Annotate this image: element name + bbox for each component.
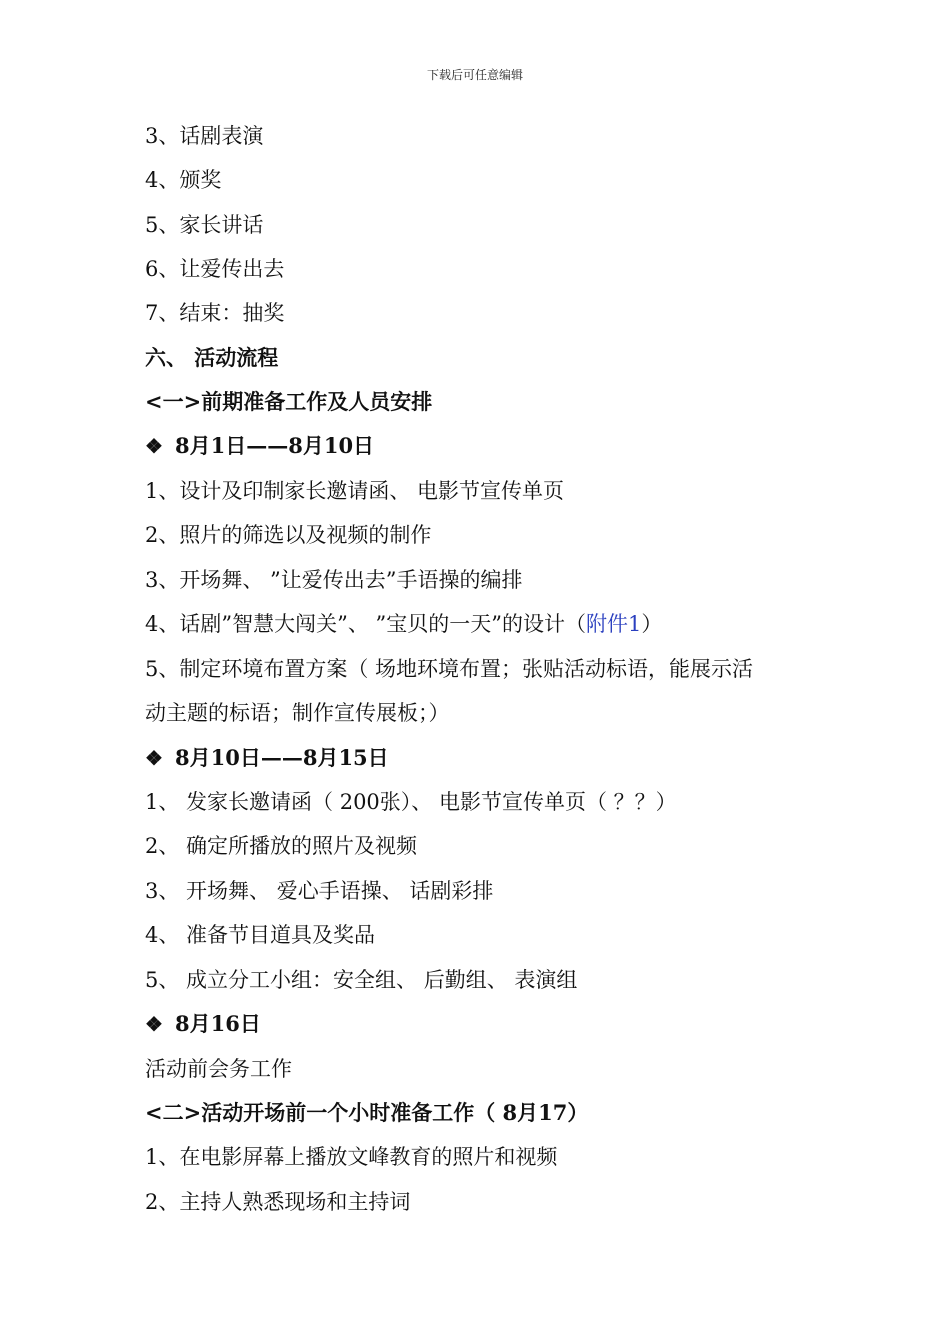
program-item-7: 7、结束：抽奖 <box>145 301 285 325</box>
diamond-bullet-icon: ❖ <box>145 1012 163 1036</box>
program-item-4: 4、颁奖 <box>145 168 222 192</box>
subsection-heading-2: <二>活动开场前一个小时准备工作（ 8月17） <box>145 1100 589 1125</box>
prep2-item-1: 1、 发家长邀请函（ 200张）、 电影节宣传单页（ ？？） <box>145 790 677 814</box>
prep-item-5: 5、制定环境布置方案（ 场地环境布置；张贴活动标语，能展示活 <box>145 657 754 681</box>
prep-item-5-cont: 动主题的标语；制作宣传展板；） <box>145 701 450 725</box>
diamond-bullet-icon: ❖ <box>145 746 163 770</box>
page-header: 下载后可任意编辑 <box>426 68 523 82</box>
program-item-3: 3、话剧表演 <box>145 124 264 148</box>
prep-item-2: 2、照片的筛选以及视频的制作 <box>145 523 432 547</box>
date-heading-2: ❖ 8月10日——8月15日 <box>145 745 389 770</box>
prep-item-4: 4、话剧”智慧大闯关”、 ”宝贝的一天”的设计（附件1） <box>145 612 663 636</box>
diamond-bullet-icon: ❖ <box>145 434 163 458</box>
section-heading-6: 六、 活动流程 <box>145 345 279 370</box>
date-heading-1: ❖ 8月1日——8月10日 <box>145 433 375 458</box>
prep-item-1: 1、设计及印制家长邀请函、 电影节宣传单页 <box>145 479 565 503</box>
pre-event-work: 活动前会务工作 <box>145 1057 292 1081</box>
prep2-item-4: 4、 准备节目道具及奖品 <box>145 923 376 947</box>
date-heading-3: ❖ 8月16日 <box>145 1011 261 1036</box>
hour-prep-item-1: 1、在电影屏幕上播放文峰教育的照片和视频 <box>145 1145 558 1169</box>
prep2-item-5: 5、 成立分工小组：安全组、 后勤组、 表演组 <box>145 968 578 992</box>
prep2-item-2: 2、 确定所播放的照片及视频 <box>145 834 418 858</box>
program-item-5: 5、家长讲话 <box>145 213 264 237</box>
program-item-6: 6、让爱传出去 <box>145 257 285 281</box>
appendix-link[interactable]: 附件1 <box>585 612 642 636</box>
prep2-item-3: 3、 开场舞、 爱心手语操、 话剧彩排 <box>145 879 494 903</box>
subsection-heading-1: <一>前期准备工作及人员安排 <box>145 389 433 414</box>
prep-item-3: 3、开场舞、 ”让爱传出去”手语操的编排 <box>145 568 523 592</box>
hour-prep-item-2: 2、主持人熟悉现场和主持词 <box>145 1190 411 1214</box>
